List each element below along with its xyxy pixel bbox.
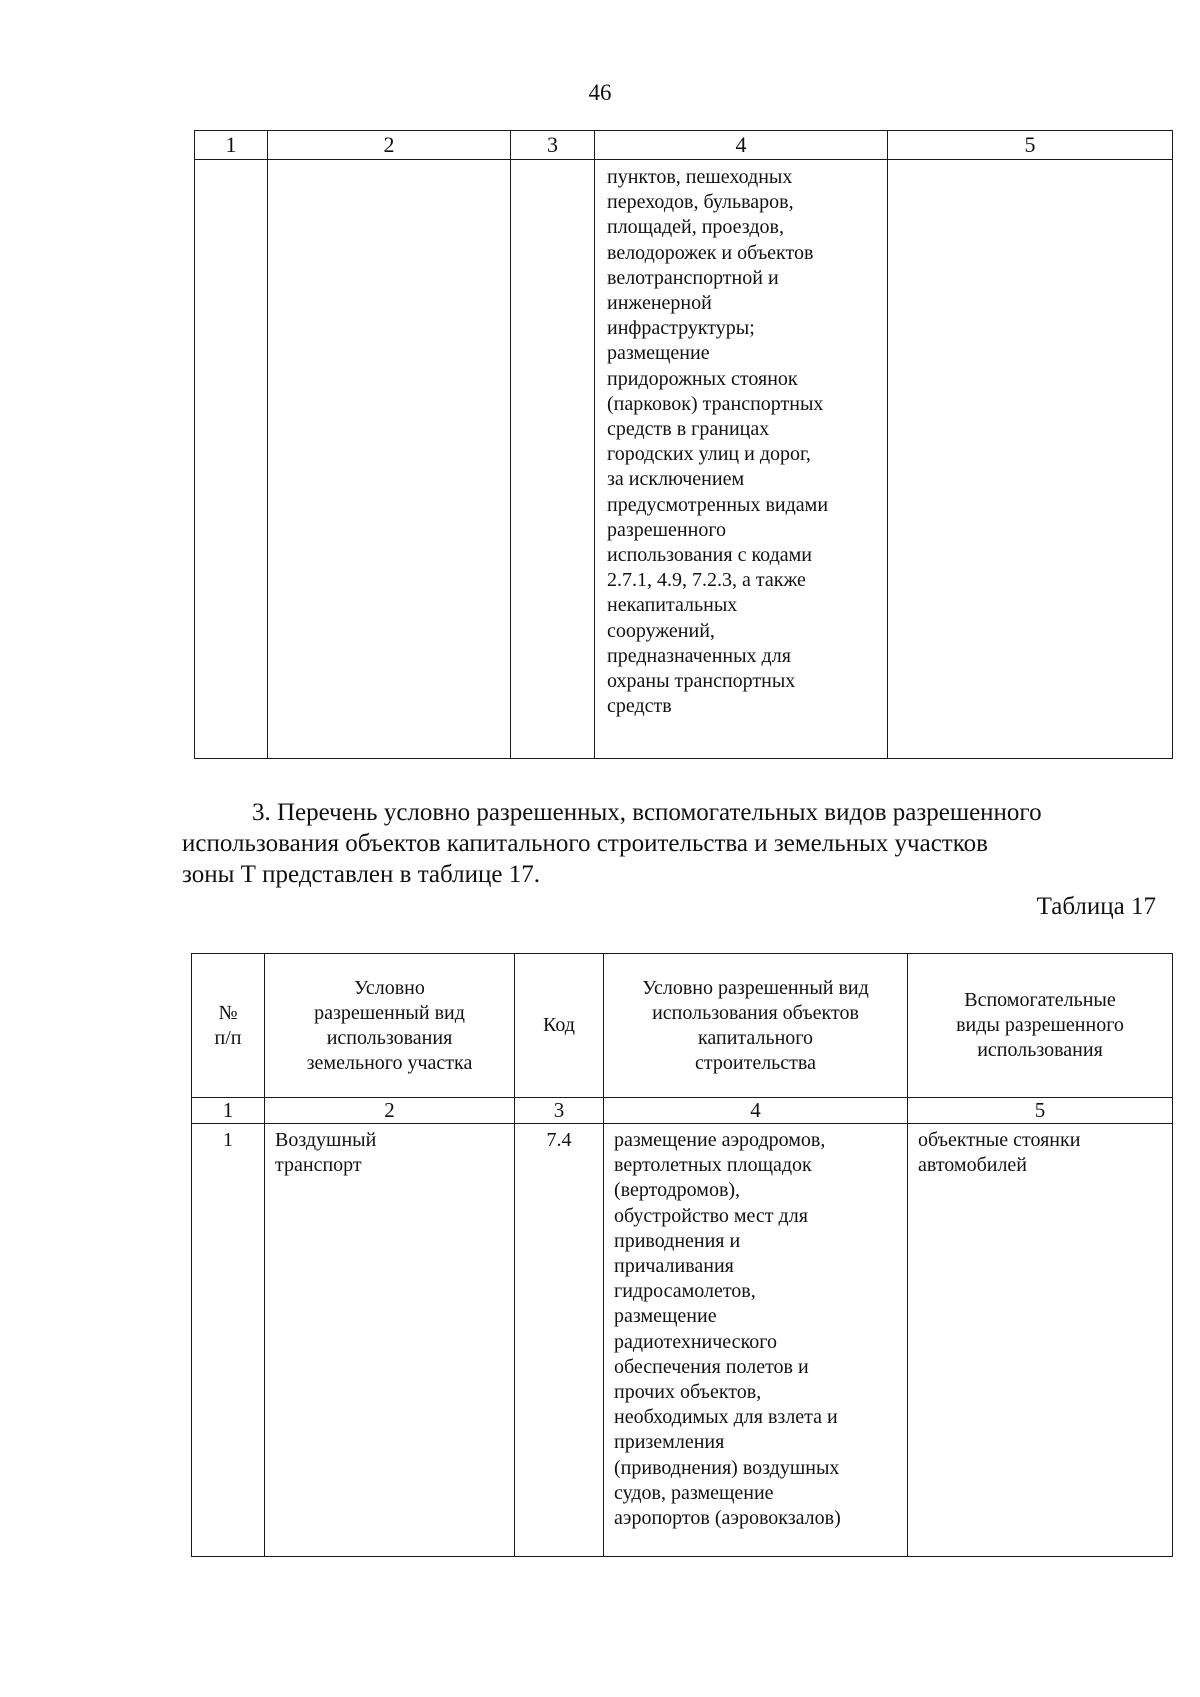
text-line: пунктов, пешеходных [607,166,793,188]
capital-use-text [595,160,887,719]
cell-empty [268,160,511,759]
text-line: радиотехнического [614,1330,777,1353]
text-line: разрешенного [607,518,727,541]
code-cell: 7.4 [515,1124,604,1557]
text-line: размещение [614,1305,717,1328]
text-line: обеспечения полетов и [614,1355,809,1378]
text-line: использования [326,1026,453,1049]
land-use-cell [265,1124,515,1557]
text-line: приводнения и [614,1229,741,1252]
text-line: прочих объектов, [614,1381,762,1404]
text-line: вертолетных площадок [614,1154,812,1177]
cell-empty [195,160,268,759]
cell-empty [511,160,595,759]
table-caption: Таблица 17 [1036,893,1156,920]
text-line: транспорт [275,1154,362,1177]
text-line: приземления [614,1431,725,1454]
column-number: 5 [908,1098,1173,1124]
capital-use-text [614,1128,901,1531]
text-line: некапитальных [607,594,738,617]
text-line: средств в границах [607,418,770,441]
header-cell [192,954,265,1098]
column-number-row [195,131,1173,160]
text-line: обустройство мест для [614,1204,808,1227]
text-line: площадей, проездов, [607,216,784,239]
text-line: велодорожек и объектов [607,241,814,264]
text-line: переходов, бульваров, [607,191,794,214]
text-line: предусмотренных видами [607,493,829,516]
text-line: строительства [695,1051,816,1074]
text-line: использования с кодами [607,544,812,567]
header-cell [908,954,1173,1098]
text-line: (вертодромов), [614,1179,741,1202]
column-number: 5 [888,131,1173,160]
capital-use-cell [604,1124,908,1557]
text-line: судов, размещение [614,1481,774,1504]
column-number: 3 [511,131,595,160]
text-line: Код [543,1014,575,1036]
paragraph-line: зоны Т представлен в таблице 17. [182,861,540,888]
text-line: использования [977,1039,1103,1061]
column-number: 4 [604,1098,908,1124]
cell-empty [888,160,1173,759]
header-text [604,976,907,1076]
header-text [265,976,514,1076]
land-use-text [275,1128,508,1178]
column-number: 4 [595,131,888,160]
text-line: сооружений, [607,619,715,642]
paragraph-line: 3. Перечень условно разрешенных, вспомогательных видов разрешенного [252,799,1042,826]
text-line: аэропортов (аэровокзалов) [614,1507,841,1530]
text-line: средств [607,695,672,718]
auxiliary-use-cell [908,1124,1173,1557]
table-row [192,1124,1173,1557]
text-line: использования объектов [652,1001,859,1024]
header-text [515,1013,603,1038]
column-number: 1 [192,1098,265,1124]
text-line: Вспомогательные [964,989,1116,1011]
header-cell [604,954,908,1098]
text-line: велотранспортной и [607,266,779,289]
continuation-table [194,130,1173,759]
header-cell [265,954,515,1098]
row-number: 1 [192,1124,265,1557]
text-line: объектные стоянки [918,1129,1081,1151]
text-line: инфраструктуры; [607,317,755,340]
table-17 [191,953,1173,1557]
text-line: (приводнения) воздушных [614,1456,840,1479]
text-line: Условно разрешенный вид [642,976,869,999]
column-number-row [192,1098,1173,1124]
text-line: виды разрешенного [956,1014,1124,1036]
column-number: 3 [515,1098,604,1124]
capital-use-cell [595,160,888,759]
text-line: гидросамолетов, [614,1280,756,1303]
text-line: городских улиц и дорог, [607,443,811,466]
text-line: № [218,1001,238,1024]
page-number: 46 [588,80,612,105]
text-line: инженерной [607,292,712,315]
text-line: предназначенных для [607,644,791,667]
text-line: автомобилей [918,1154,1028,1177]
column-number: 2 [265,1098,515,1124]
column-number: 2 [268,131,511,160]
auxiliary-use-text [918,1128,1166,1178]
text-line: Воздушный [275,1129,377,1151]
text-line: размещение аэродромов, [614,1129,826,1151]
text-line: необходимых для взлета и [614,1406,838,1429]
section-paragraph [182,797,1156,890]
text-line: капитального [698,1026,813,1049]
text-line: размещение [607,342,710,365]
header-text [908,988,1172,1063]
table-row [195,160,1173,759]
table-header-row [192,954,1173,1098]
text-line: Условно [354,976,425,999]
text-line: охраны транспортных [607,670,796,693]
text-line: (парковок) транспортных [607,392,824,415]
column-number: 1 [195,131,268,160]
header-text [192,1001,264,1051]
text-line: придорожных стоянок [607,367,798,390]
paragraph-line: использования объектов капитального строительства и земельных участков [182,830,988,857]
text-line: за исключением [607,468,745,491]
text-line: п/п [214,1026,242,1049]
text-line: 2.7.1, 4.9, 7.2.3, а также [607,569,806,592]
text-line: причаливания [614,1255,734,1278]
text-line: разрешенный вид [314,1001,465,1024]
header-cell [515,954,604,1098]
text-line: земельного участка [306,1051,473,1074]
